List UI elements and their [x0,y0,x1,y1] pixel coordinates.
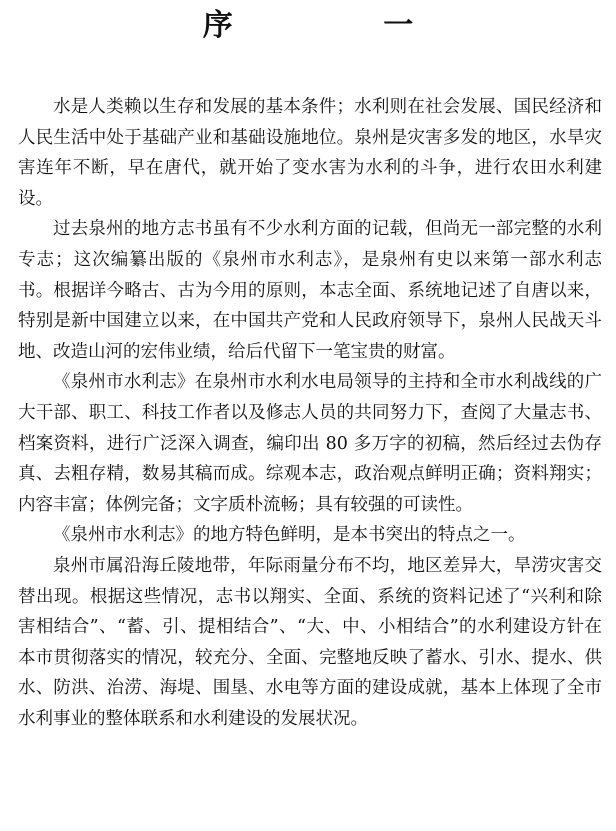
paragraph-3: 《泉州市水利志》在泉州市水利水电局领导的主持和全市水利战线的广大干部、职工、科技工作者以及修志人员的共同努力下，查阅了大量志书、档案资料，进行广泛深入调查，编印出 80 多万字的初稿，然后经过去伪存真、去粗存精，数易其稿而成。综观本志，政治观点鲜明正确；资料翔实；内容丰富；体例完备；文字质朴流畅；具有较强的可读性。 [18,372,602,515]
paragraph-1: 水是人类赖以生存和发展的基本条件；水利则在社会发展、国民经济和人民生活中处于基础产业和基础设施地位。泉州是灾害多发的地区，水旱灾害连年不断，早在唐代，就开始了变水害为水利的斗争，进行农田水利建设。 [18,97,602,209]
page-title: 序 一 [202,8,484,43]
paragraph-5: 泉州市属沿海丘陵地带，年际雨量分布不均，地区差异大，旱涝灾害交替出现。根据这些情况，志书以翔实、全面、系统的资料记述了“兴利和除害相结合”、“蓄、引、提相结合”、“大、中、小相结合”的水利建设方针在本市贯彻落实的情况，较充分、全面、完整地反映了蓄水、引水、提水、供水、防洪、治涝、海堤、围垦、水电等方面的建设成就，基本上体现了全市水利事业的整体联系和水利建设的发展状况。 [18,555,602,729]
paragraph-2: 过去泉州的地方志书虽有不少水利方面的记载，但尚无一部完整的水利专志；这次编纂出版的《泉州市水利志》，是泉州有史以来第一部水利志书。根据详今略古、古为今用的原则，本志全面、系统地记述了自唐以来，特别是新中国建立以来，在中国共产党和人民政府领导下，泉州人民战天斗地、改造山河的宏伟业绩，给后代留下一笔宝贵的财富。 [18,219,602,362]
preface-body [18,92,602,734]
paragraph-4: 《泉州市水利志》的地方特色鲜明，是本书突出的特点之一。 [53,525,526,546]
